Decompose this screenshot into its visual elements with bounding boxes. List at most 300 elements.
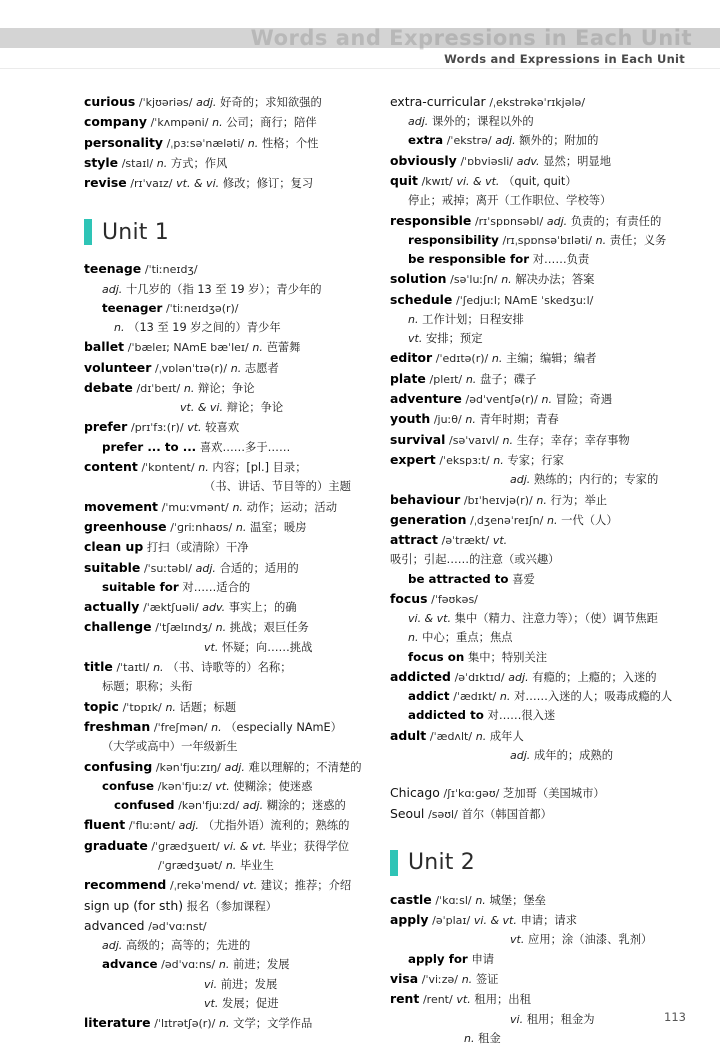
dictionary-line [390,171,680,191]
part-of-speech: n. [501,273,512,287]
dictionary-line [84,916,374,936]
dictionary-line [84,875,374,895]
part-of-speech: adj. [195,561,216,575]
chinese-gloss: 对……很入迷 [487,709,556,723]
part-of-speech: vt. [492,534,508,548]
chinese-gloss: 显然；明显地 [543,154,612,168]
dictionary-line [390,510,680,530]
part-of-speech: vi. & vt. [223,839,267,853]
chinese-gloss: 申请；请求 [520,914,578,928]
part-of-speech: adj. [508,670,529,684]
chinese-gloss: 课外的；课程以外的 [431,115,534,129]
dictionary-line [84,457,374,477]
chinese-gloss: 糊涂的；迷惑的 [266,799,346,813]
chinese-gloss: 辩论；争论 [226,401,284,415]
dictionary-line [84,677,374,696]
part-of-speech: n. [219,1017,230,1031]
proper-noun-list [390,783,680,824]
dictionary-line [84,697,374,717]
dictionary-line [390,628,680,647]
part-of-speech: adj. [510,473,531,487]
chinese-gloss: 报名（参加课程） [186,899,278,913]
chinese-gloss: 解决办法；答案 [515,273,595,287]
dictionary-line [390,348,680,368]
dictionary-line [84,578,374,597]
chinese-gloss: 成年的；成熟的 [533,748,614,762]
headword: challenge [84,619,152,635]
part-of-speech: vt. [456,993,471,1007]
chinese-gloss: 成年人 [489,729,524,743]
part-of-speech: vt. [215,779,230,793]
dictionary-line [390,890,680,910]
chinese-gloss: 集中（精力、注意力等）；（使）调节焦距 [454,611,658,625]
part-of-speech: n. [235,520,247,534]
dictionary-line [84,398,374,417]
sub-headword: focus on [408,649,465,664]
part-of-speech: adv. [516,154,540,168]
dictionary-line [390,450,680,470]
sub-headword: be responsible for [408,252,530,267]
chinese-gloss: 租用；出租 [474,993,531,1007]
dictionary-line [390,746,680,765]
headword: confusing [84,758,153,774]
phonetic: /staɪl/ [121,156,154,170]
left-lead-entries [84,92,374,193]
dictionary-line [390,950,680,969]
dictionary-line [84,796,374,815]
chinese-gloss: 辩论；争论 [198,381,255,395]
dictionary-line [84,896,374,916]
running-head: Words and Expressions in Each Unit [444,52,685,66]
chinese-gloss: 事实上；的确 [228,601,297,615]
headword: generation [390,511,467,527]
dictionary-line [390,969,680,989]
chinese-gloss: 熟练的；内行的；专家的 [533,473,659,487]
phonetic: /ˈsuːtəbl/ [143,561,192,575]
headword: teenage [84,261,142,277]
chinese-gloss: 温室；暖房 [250,520,307,534]
chinese-gloss: 建议；推荐；介绍 [260,879,352,893]
dictionary-line [84,975,374,994]
headword: editor [390,350,433,366]
dictionary-line [84,133,374,153]
dictionary-line [84,757,374,777]
page-number: 113 [664,1010,686,1024]
headword: adventure [390,391,462,407]
chinese-gloss: （quit, quit） [503,174,577,188]
chinese-gloss: 前进；发展 [233,958,290,972]
chinese-gloss: 话题；标题 [179,700,237,714]
phonetic: /dɪˈbeɪt/ [136,381,181,395]
headword: solution [390,271,447,287]
chinese-gloss: 停止；戒掉；离开（工作职位、学校等） [408,194,612,208]
phonetic: /ˈmuːvmənt/ [161,500,229,514]
sub-headword: prefer ... to ... [102,439,197,454]
dictionary-line [84,259,374,279]
sub-headword: suitable for [102,579,179,594]
dictionary-line [390,92,680,112]
dictionary-line [390,151,680,171]
dictionary-line [390,409,680,429]
headword: behaviour [390,491,461,507]
chinese-gloss: 好奇的；求知欲强的 [220,96,322,109]
chinese-gloss: 喜欢……多于…… [199,440,291,454]
chinese-gloss: 对……入迷的人；吸毒成瘾的人 [514,690,673,704]
unit-bar-icon [84,219,92,245]
headword: plate [390,370,426,386]
part-of-speech: n. [595,233,607,247]
dictionary-line [84,955,374,974]
phonetic: /ˈæktʃuəli/ [143,601,199,615]
part-of-speech: n. [215,621,227,635]
headword: actually [84,599,140,615]
headword: extra-curricular [390,94,486,109]
sub-headword: addicted to [408,708,484,723]
dictionary-line [390,989,680,1009]
sub-headword: teenager [102,300,163,315]
chinese-gloss: 一代（人） [561,513,618,527]
headword: clean up [84,539,144,555]
headword: ballet [84,339,125,355]
dictionary-line [390,609,680,628]
chinese-gloss: 动作；运动；活动 [246,500,337,514]
dictionary-line [84,994,374,1013]
dictionary-line [390,290,680,310]
phonetic: /ˈædʌlt/ [429,729,473,743]
headword: volunteer [84,359,152,375]
chinese-gloss: 发展；促进 [222,996,279,1010]
part-of-speech: vt. [204,996,219,1010]
dictionary-line [390,783,680,803]
part-of-speech: n. [165,700,176,714]
dictionary-line [84,537,374,557]
part-of-speech: n. [541,393,552,407]
sub-headword: advance [102,957,158,972]
phonetic: /əˈtrækt/ [441,534,490,548]
phonetic: /rent/ [422,993,453,1007]
chinese-gloss: 难以理解的；不清楚的 [248,760,362,774]
chinese-gloss: 青年时期；青春 [479,413,559,427]
dictionary-line [84,815,374,835]
phonetic: /ˈɡrædʒueɪt/ [151,839,220,853]
headword: apply [390,912,429,928]
part-of-speech: n. [475,729,487,743]
chinese-gloss: 十几岁的（指 13 至 19 岁）；青少年的 [125,282,322,296]
headword: literature [84,1015,151,1031]
dictionary-line [84,280,374,299]
part-of-speech: adj. [224,760,245,774]
dictionary-line [84,836,374,856]
chinese-gloss: 租用；租金为 [526,1012,595,1026]
phonetic: /ˈɒbviəsli/ [460,154,514,168]
phonetic: /ˈædɪkt/ [453,690,497,704]
chinese-gloss: （13 至 19 岁之间的）青少年 [128,320,281,334]
part-of-speech: n. [465,372,477,386]
chinese-gloss: 安排；预定 [426,332,483,346]
dictionary-line [390,1029,680,1048]
header-rule [0,68,720,69]
part-of-speech: vi. & vt. [473,914,517,928]
dictionary-line [390,648,680,667]
part-of-speech: adj. [408,115,429,129]
phonetic: /ˌekstrəkəˈrɪkjələ/ [489,96,586,109]
part-of-speech: vi. [204,977,218,991]
phonetic: /ˈfreʃmən/ [153,720,208,734]
phonetic: /kənˈfjuːzd/ [178,799,240,813]
dictionary-line [390,112,680,131]
dictionary-line [390,250,680,269]
dictionary-line [84,1013,374,1033]
part-of-speech: adj. [546,214,568,228]
phonetic: /ˈfluːənt/ [128,819,175,833]
chinese-gloss: 申请 [471,952,495,966]
chinese-gloss: 责任；义务 [609,233,667,247]
headword: curious [84,94,136,109]
chinese-gloss: 芝加哥（美国城市） [503,787,605,801]
phonetic: /ədˈventʃə(r)/ [465,393,538,407]
phonetic: /ˈkjʊəriəs/ [138,96,193,109]
part-of-speech: adj. [510,748,531,762]
dictionary-line [84,856,374,875]
chinese-gloss: 毕业；获得学位 [269,839,350,853]
unit-1-entry-list [84,259,374,1033]
headword: suitable [84,559,141,575]
chinese-gloss: （especially NAmE） [225,720,342,734]
headword: addicted [390,668,451,684]
part-of-speech: n. [252,341,263,355]
chinese-gloss: 生存；幸存；幸存事物 [516,433,630,447]
headword: prefer [84,419,128,435]
headword: quit [390,172,418,188]
chinese-gloss: 性格；个性 [261,136,319,150]
dictionary-line [84,497,374,517]
phonetic: /səˈvaɪvl/ [449,433,499,447]
phonetic: /ˈtɒpɪk/ [122,700,162,714]
phonetic: /ˈekstrə/ [446,134,492,148]
dictionary-line [390,804,680,824]
dictionary-line [84,358,374,378]
dictionary-line [84,936,374,955]
dictionary-line [390,687,680,706]
chinese-gloss: 公司；商行；陪伴 [226,116,317,130]
part-of-speech: n. [461,973,473,987]
phonetic: /ˈviːzə/ [421,973,458,987]
part-of-speech: vt. [242,879,258,893]
part-of-speech: n. [536,493,547,507]
dictionary-line [390,269,680,289]
part-of-speech: adj. [178,819,199,833]
phonetic: /ˌpɜːsəˈnæləti/ [166,136,245,150]
headword: castle [390,891,432,907]
part-of-speech: n. [465,413,476,427]
chinese-gloss: 合适的；适用的 [219,561,299,575]
chinese-gloss: 额外的；附加的 [519,134,599,148]
dictionary-line [390,131,680,150]
chinese-gloss: 毕业生 [239,859,274,872]
phonetic: /kwɪt/ [421,174,453,188]
phonetic: /ʃɪˈkɑːɡəʊ/ [443,787,500,801]
chinese-gloss: 负责的；有责任的 [570,214,662,228]
headword: recommend [84,877,167,893]
unit-1-entry-list-cont [390,92,680,765]
part-of-speech: n. [546,513,558,527]
chinese-gloss: 打扫（或清除）干净 [146,541,249,555]
phonetic: /ˈkʌmpəni/ [150,116,209,130]
part-of-speech: adv. [202,601,226,615]
part-of-speech: adj. [102,938,123,952]
headword: visa [390,971,419,987]
part-of-speech: n. [408,631,419,645]
chinese-gloss: 中心；重点；焦点 [422,631,513,645]
chinese-gloss: 吸引；引起……的注意（或兴趣） [390,553,560,567]
dictionary-line [390,726,680,746]
chinese-gloss: 主编；编辑；编者 [506,352,597,366]
dictionary-line [390,470,680,489]
part-of-speech: n. [153,661,164,675]
phonetic: /səˈluːʃn/ [450,273,498,287]
chinese-gloss: 有瘾的；上瘾的；入迷的 [532,670,657,684]
unit-bar-icon [390,850,398,876]
phonetic: /ˈkɒntent/ [141,461,195,475]
chinese-gloss: 签证 [475,973,499,987]
chinese-gloss: 志愿者 [244,361,279,375]
header-ghost-title: Words and Expressions in Each Unit [250,26,692,50]
dictionary-line [84,378,374,398]
part-of-speech: n. [198,461,209,475]
phonetic: /prɪˈfɜː(r)/ [130,421,184,435]
part-of-speech: adj. [196,96,217,109]
chinese-gloss: 对……适合的 [182,580,251,594]
part-of-speech: adj. [102,282,123,296]
dictionary-line [84,173,374,193]
dictionary-line [390,369,680,389]
phonetic: /ˈtʃælɪndʒ/ [155,621,212,635]
phonetic: /kənˈfjuːzɪŋ/ [155,760,221,774]
chinese-gloss: 高级的；高等的；先进的 [125,938,251,952]
phonetic: /ˌdʒenəˈreɪʃn/ [470,513,544,527]
phonetic: /əˈdɪktɪd/ [454,670,505,684]
dictionary-line [84,337,374,357]
dictionary-line [390,667,680,687]
dictionary-line [390,706,680,725]
sub-headword: responsibility [408,232,499,247]
part-of-speech: n. [247,136,259,150]
dictionary-line [84,617,374,637]
chinese-gloss: 城堡；堡垒 [489,893,546,907]
dictionary-line [84,638,374,657]
chinese-gloss: 使糊涂；使迷惑 [233,779,313,793]
headword: title [84,659,113,675]
dictionary-line [390,530,680,569]
unit-2-entry-list [390,890,680,1048]
dictionary-line [390,231,680,250]
dictionary-line [84,517,374,537]
part-of-speech: vt. [510,933,525,947]
headword: Chicago [390,785,440,801]
unit-1-heading [84,219,374,245]
chinese-gloss: 盘子；碟子 [479,372,537,386]
dictionary-line [84,92,374,112]
phonetic: /pleɪt/ [429,372,463,386]
dictionary-line [84,112,374,132]
headword: debate [84,379,133,395]
right-column [390,92,680,1048]
phonetic: /rɪˌspɒnsəˈbɪləti/ [502,233,592,247]
chinese-gloss: （尤指外语）流利的；熟练的 [202,819,350,833]
part-of-speech: n. [230,361,242,375]
chinese-gloss: 冒险；奇遇 [555,393,613,407]
headword: freshman [84,718,151,734]
dictionary-line [390,389,680,409]
part-of-speech: vt. & vi. [180,401,223,415]
phonetic: /ˈɡrædʒuət/ [158,859,223,872]
sub-headword: addict [408,689,450,704]
dictionary-line [84,657,374,677]
dictionary-line [390,930,680,949]
headword: advanced [84,917,145,933]
headword: expert [390,451,436,467]
chinese-gloss: （大学或高中）一年级新生 [102,740,238,754]
headword: fluent [84,817,126,833]
part-of-speech: vi. & vt. [456,174,500,188]
phonetic: /ˈkɑːsl/ [435,893,472,907]
chinese-gloss: 喜爱 [512,572,535,586]
part-of-speech: vt. [204,640,219,654]
chinese-gloss: 工作计划；日程安排 [422,312,524,326]
phonetic: /səʊl/ [428,807,458,821]
chinese-gloss: 文学；文学作品 [233,1017,313,1031]
phonetic: /ˈtiːneɪdʒ/ [144,263,198,277]
part-of-speech: adj. [495,134,516,148]
phonetic: /rɪˈspɒnsəbl/ [474,214,544,228]
dictionary-line [84,318,374,337]
chinese-gloss: （书、诗歌等的）名称； [167,661,292,675]
phonetic: /ˈtaɪtl/ [116,661,150,675]
chinese-gloss: 方式；作风 [170,156,228,170]
dictionary-line [84,597,374,617]
headword: content [84,459,138,475]
chinese-gloss: 标题；职称；头衔 [102,680,193,694]
unit-1-label: Unit 1 [102,219,169,245]
headword: topic [84,698,119,714]
sub-headword: confused [114,798,175,813]
part-of-speech: adj. [242,799,264,813]
part-of-speech: n. [225,859,237,872]
part-of-speech: n. [464,1031,475,1045]
phonetic: /ˈɡriːnhaʊs/ [170,520,233,534]
phonetic: /ˈʃedjuːl; NAmE ˈskedʒuːl/ [455,293,594,307]
part-of-speech: n. [475,893,486,907]
unit-2-heading [390,850,680,876]
dictionary-line [390,329,680,348]
chinese-gloss: 前进；发展 [220,977,278,991]
sub-headword: apply for [408,951,468,966]
chinese-gloss: 专家；行家 [507,453,564,467]
chinese-gloss: 芭蕾舞 [266,341,301,355]
phonetic: /əˈplaɪ/ [432,914,471,928]
dictionary-line [84,438,374,457]
headword: company [84,114,147,130]
phonetic: /ˈbæleɪ; NAmE bæˈleɪ/ [127,341,249,355]
headword: graduate [84,837,148,853]
headword: focus [390,590,428,606]
sub-headword: be attracted to [408,571,509,586]
chinese-gloss: 挑战；艰巨任务 [229,621,309,635]
dictionary-line [84,777,374,796]
headword: Seoul [390,805,425,821]
chinese-gloss: 怀疑；向……挑战 [222,640,313,654]
part-of-speech: n. [232,500,243,514]
